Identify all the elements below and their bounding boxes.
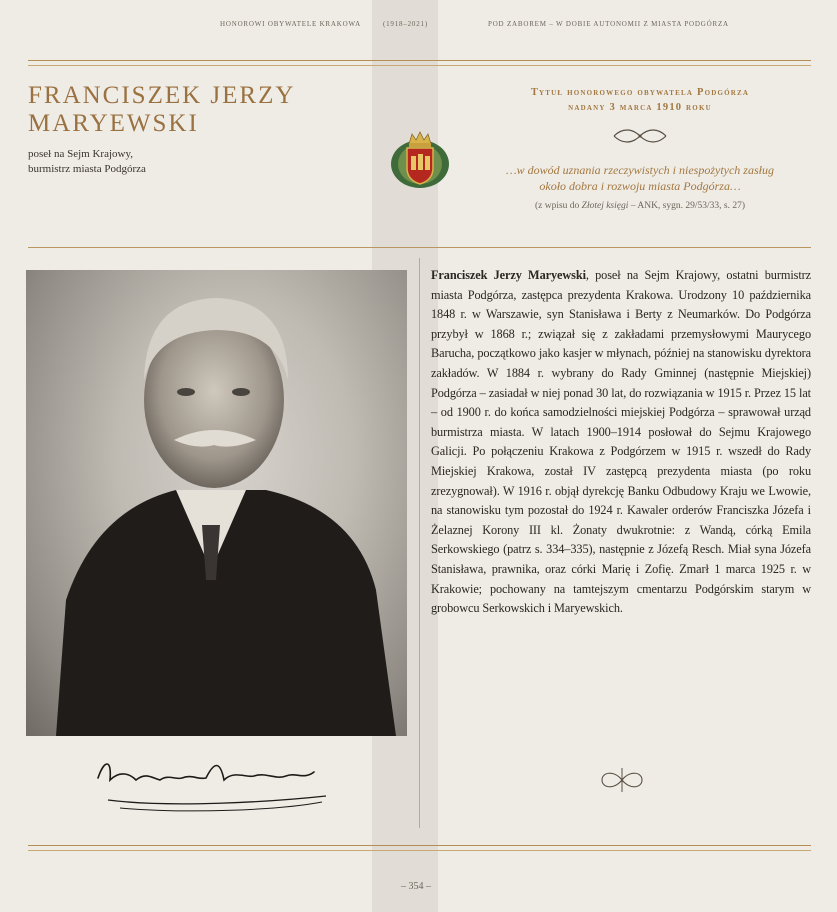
- podgorze-coat-of-arms-icon: [389, 124, 451, 190]
- handwritten-signature: [90, 750, 340, 820]
- quote-line2: około dobra i rozwoju miasta Podgórza…: [539, 179, 741, 193]
- quote-line1: …w dowód uznania rzeczywistych i niespożytych zasług: [506, 163, 774, 177]
- page-number: – 354 –: [401, 881, 431, 892]
- biography-lead: Franciszek Jerzy Maryewski: [431, 268, 586, 282]
- honor-title-line2: nadany 3 marca 1910 roku: [568, 102, 712, 113]
- bottom-rule: [28, 845, 811, 851]
- honor-quote: [470, 162, 810, 194]
- running-head-middle: (1918–2021): [383, 20, 428, 28]
- running-head-right: POD ZABOREM – W DOBIE AUTONOMII Z MIASTA PODGÓRZA: [488, 20, 729, 28]
- source-book-title: Złotej księgi: [581, 201, 629, 211]
- ornament-flourish-icon: [596, 766, 648, 794]
- person-name: [28, 82, 328, 138]
- top-rule: [28, 60, 811, 66]
- ornament-flourish-icon: [610, 127, 670, 145]
- person-roles: [28, 147, 328, 177]
- portrait-illustration: [26, 270, 407, 736]
- source-suffix: – ANK, sygn. 29/53/33, s. 27): [628, 201, 746, 211]
- portrait-photo: [26, 270, 407, 736]
- quote-source: [470, 201, 810, 211]
- role-line1: poseł na Sejm Krajowy,: [28, 148, 133, 160]
- source-prefix: (z wpisu do: [534, 201, 582, 211]
- person-name-line1: FRANCISZEK JERZY: [28, 82, 296, 109]
- running-head: [0, 20, 837, 34]
- biography-body: , poseł na Sejm Krajowy, ostatni burmistrz miasta Podgórza, zastępca prezydenta Krakowa. Urodzony 10 października 1848 r. w Warszawie, syn Stanisława i Berty z Neumarków. Do Podgórza przybył w 1868 r.; związał się z zakładami przemysłowymi Maurycego Barucha, początkowo jako kasjer w młynach, później na stanowisku dyrektora zakładów. W 1884 r. wybrany do Rady Gminnej (następnie Miejskiej) Podgórza – zasiadał w niej ponad 30 lat, do rozwiązania w 1915 r. Przez 15 lat – od 1900 r. do końca samodzielności miejskiej Podgórza – sprawował urząd burmistrza miasta. W latach 1900–1914 posłował do Sejmu Krajowego Galicji. Po połączeniu Krakowa z Podgórzem w 1915 r. wszedł do Rady Miejskiej Krakowa, został IV zastępcą prezydenta miasta (po roku zrezygnował). W 1916 r. objął dyrekcję Banku Odbudowy Kraju we Lwowie, na stanowisku tym pozostał do 1924 r. Kawaler orderów Franciszka Józefa i Żelaznej Korony III kl. Żonaty dwukrotnie: z Wandą, córką Emila Serkowskiego (patrz s. 334–335), następnie z Józefą Resch. Miał syna Józefa Stanisława, prawnika, oraz córki Marię i Zofię. Zmarł 1 marca 1925 r. w Krakowie; pochowany na tamtejszym cmentarzu Podgórskim starym w grobowcu Serkowskich i Maryewskich.: [431, 268, 811, 616]
- biography-text: [431, 266, 811, 619]
- honor-title: [470, 85, 810, 115]
- column-rule: [419, 258, 420, 828]
- honor-title-line1: Tytuł honorowego obywatela Podgórza: [530, 87, 750, 98]
- section-rule: [28, 247, 811, 248]
- person-name-line2: MARYEWSKI: [28, 110, 199, 137]
- running-head-left: HONOROWI OBYWATELE KRAKOWA: [220, 20, 361, 28]
- role-line2: burmistrz miasta Podgórza: [28, 163, 146, 175]
